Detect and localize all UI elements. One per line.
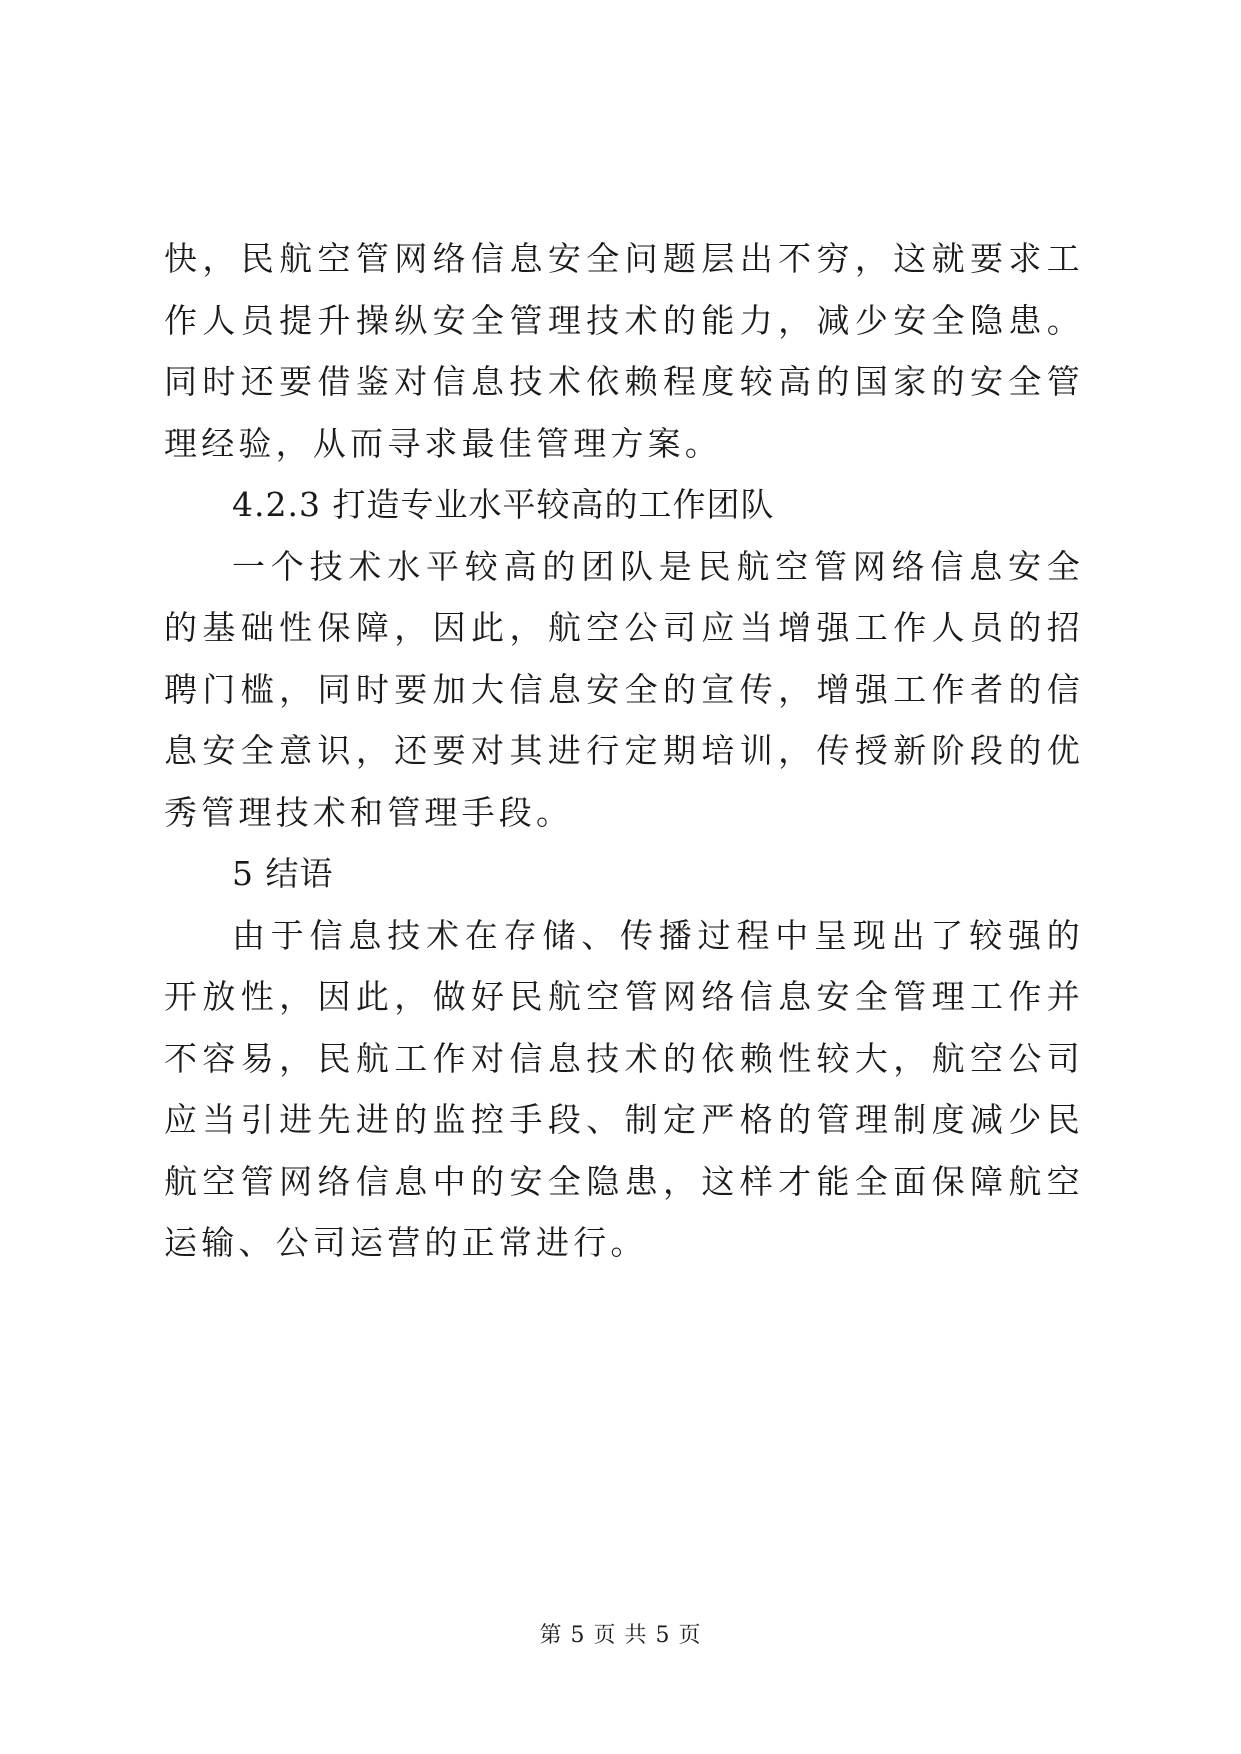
paragraph-team: 一个技术水平较高的团队是民航空管网络信息安全的基础性保障，因此，航空公司应当增强工作人员的招聘门槛，同时要加大信息安全的宣传，增强工作者的信息安全意识，还要对其进行定期培训，传授新阶段的优秀管理技术和管理手段。 [164, 546, 1084, 832]
paragraph-continuation: 快，民航空管网络信息安全问题层出不穷，这就要求工作人员提升操纵安全管理技术的能力，减少安全隐患。同时还要借鉴对信息技术依赖程度较高的国家的安全管理经验，从而寻求最佳管理方案。 [164, 239, 1084, 463]
page-footer: 第 5 页 共 5 页 [539, 1623, 702, 1648]
section-heading-conclusion: 5 结语 [232, 854, 334, 893]
document-body [164, 228, 1084, 1274]
section-heading-4-2-3: 4.2.3 打造专业水平较高的工作团队 [232, 485, 775, 524]
paragraph-conclusion: 由于信息技术在存储、传播过程中呈现出了较强的开放性，因此，做好民航空管网络信息安全管理工作并不容易，民航工作对信息技术的依赖性较大，航空公司应当引进先进的监控手段、制定严格的管理制度减少民航空管网络信息中的安全隐患，这样才能全面保障航空运输、公司运营的正常进行。 [164, 915, 1084, 1262]
